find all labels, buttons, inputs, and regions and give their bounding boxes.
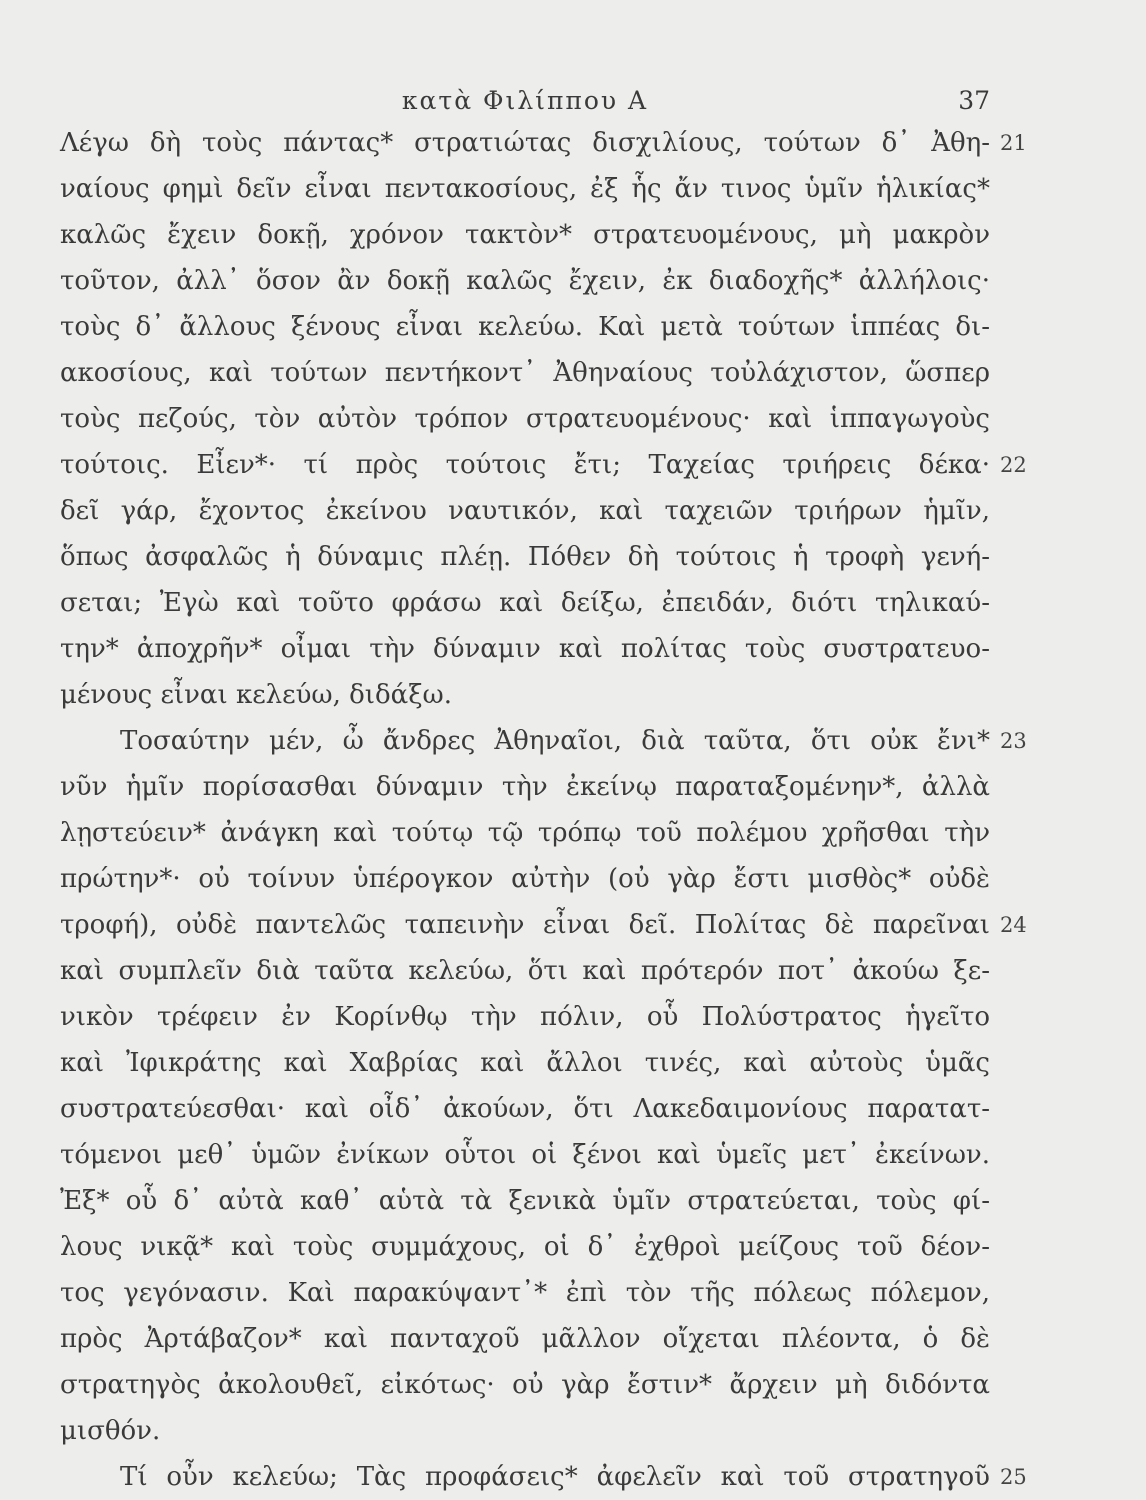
text-line [60,948,990,994]
line-text: μένους εἶναι κελεύω, διδάξω. [60,680,452,710]
text-line [60,1132,990,1178]
line-text: Τοσαύτην μέν, ὦ ἄνδρες Ἀθηναῖοι, διὰ ταῦτα, ὅτι οὐκ ἔνι* [120,726,990,756]
text-line [60,810,990,856]
text-line [60,212,990,258]
text-line [60,902,1027,948]
line-text: σεται; Ἐγὼ καὶ τοῦτο φράσω καὶ δείξω, ἐπειδάν, διότι τηλικαύ- [60,588,990,618]
text-line [60,1408,990,1454]
line-text: τοῦτον, ἀλλ᾿ ὅσον ἂν δοκῇ καλῶς ἔχειν, ἐκ διαδοχῆς* ἀλλήλοις· [60,266,990,296]
text-line [60,1040,990,1086]
text-line [60,626,990,672]
line-text: νικὸν τρέφειν ἐν Κορίνθῳ τὴν πόλιν, οὗ Πολύστρατος ἡγεῖτο [60,1002,990,1032]
line-text: λους νικᾷ* καὶ τοὺς συμμάχους, οἱ δ᾿ ἐχθροὶ μείζους τοῦ δέον- [60,1232,990,1262]
running-title: κατὰ Φιλίππου Α [401,86,649,115]
text-line [60,166,990,212]
line-text: ακοσίους, καὶ τούτων πεντήκοντ᾿ Ἀθηναίους τοὐλάχιστον, ὥσπερ [60,358,990,388]
line-text: την* ἀποχρῆν* οἶμαι τὴν δύναμιν καὶ πολίτας τοὺς συστρατευο- [60,634,990,664]
text-line [60,304,990,350]
line-text: καλῶς ἔχειν δοκῇ, χρόνον τακτὸν* στρατευομένους, μὴ μακρὸν [60,220,990,250]
line-text: μισθόν. [60,1416,161,1446]
line-text: στρατηγὸς ἀκολουθεῖ, εἰκότως· οὐ γὰρ ἔστιν* ἄρχειν μὴ διδόντα [60,1370,990,1400]
section-number: 23 [1000,729,1027,753]
page-header [60,86,990,122]
text-line [60,350,990,396]
line-text: καὶ συμπλεῖν διὰ ταῦτα κελεύω, ὅτι καὶ πρότερόν ποτ᾿ ἀκούω ξε- [60,956,990,986]
line-text: δεῖ γάρ, ἔχοντος ἐκείνου ναυτικόν, καὶ ταχειῶν τριήρων ἡμῖν, [60,496,990,526]
section-number: 21 [1000,131,1027,155]
line-text: συστρατεύεσθαι· καὶ οἶδ᾿ ἀκούων, ὅτι Λακεδαιμονίους παρατατ- [60,1094,990,1124]
line-text: τοὺς δ᾿ ἄλλους ξένους εἶναι κελεύω. Καὶ μετὰ τούτων ἱππέας δι- [60,312,990,342]
line-text: τος γεγόνασιν. Καὶ παρακύψαντ᾿* ἐπὶ τὸν τῆς πόλεως πόλεμον, [60,1278,990,1308]
text-line [60,534,990,580]
text-line [60,1086,990,1132]
line-text: νῦν ἡμῖν πορίσασθαι δύναμιν τὴν ἐκείνῳ παραταξομένην*, ἀλλὰ [60,772,990,802]
page-number: 37 [958,86,990,115]
text-line [60,1316,990,1362]
text-line [60,994,990,1040]
body-text [60,120,1027,1500]
text-line [60,1224,990,1270]
text-line [60,258,990,304]
text-line [60,488,990,534]
line-text: Τί οὖν κελεύω; Τὰς προφάσεις* ἀφελεῖν καὶ τοῦ στρατηγοῦ [120,1462,990,1492]
line-text: τόμενοι μεθ᾿ ὑμῶν ἐνίκων οὗτοι οἱ ξένοι καὶ ὑμεῖς μετ᾿ ἐκείνων. [60,1140,990,1170]
text-line [60,764,990,810]
section-number: 24 [1000,913,1027,937]
text-line [60,1270,990,1316]
line-text: πρώτην*· οὐ τοίνυν ὑπέρογκον αὐτὴν (οὐ γὰρ ἔστι μισθὸς* οὐδὲ [60,864,990,894]
line-text: τροφή), οὐδὲ παντελῶς ταπεινὴν εἶναι δεῖ. Πολίτας δὲ παρεῖναι [60,910,990,940]
section-number: 22 [1000,453,1027,477]
text-line [60,672,990,718]
line-text: λῃστεύειν* ἀνάγκη καὶ τούτῳ τῷ τρόπῳ τοῦ πολέμου χρῆσθαι τὴν [60,818,990,848]
line-text: Λέγω δὴ τοὺς πάντας* στρατιώτας δισχιλίους, τούτων δ᾿ Ἀθη- [60,128,990,158]
line-text: Ἐξ* οὗ δ᾿ αὐτὰ καθ᾿ αὑτὰ τὰ ξενικὰ ὑμῖν στρατεύεται, τοὺς φί- [60,1186,990,1216]
section-number: 25 [1000,1465,1027,1489]
text-line [60,718,1027,764]
text-line [60,396,990,442]
text-line [60,1362,990,1408]
line-text: τοὺς πεζούς, τὸν αὐτὸν τρόπον στρατευομένους· καὶ ἱππαγωγοὺς [60,404,990,434]
text-line [60,1178,990,1224]
line-text: ὅπως ἀσφαλῶς ἡ δύναμις πλέῃ. Πόθεν δὴ τούτοις ἡ τροφὴ γενή- [60,542,990,572]
line-text: καὶ Ἰφικράτης καὶ Χαβρίας καὶ ἄλλοι τινές, καὶ αὐτοὺς ὑμᾶς [60,1048,990,1078]
line-text: ναίους φημὶ δεῖν εἶναι πεντακοσίους, ἐξ ἧς ἄν τινος ὑμῖν ἡλικίας* [60,174,990,204]
line-text: πρὸς Ἀρτάβαζον* καὶ πανταχοῦ μᾶλλον οἴχεται πλέοντα, ὁ δὲ [60,1324,990,1354]
line-text: τούτοις. Εἶεν*· τί πρὸς τούτοις ἔτι; Ταχείας τριήρεις δέκα· [60,450,990,480]
text-line [60,442,1027,488]
text-line [60,1454,1027,1500]
text-line [60,580,990,626]
text-line [60,856,990,902]
text-line [60,120,1027,166]
